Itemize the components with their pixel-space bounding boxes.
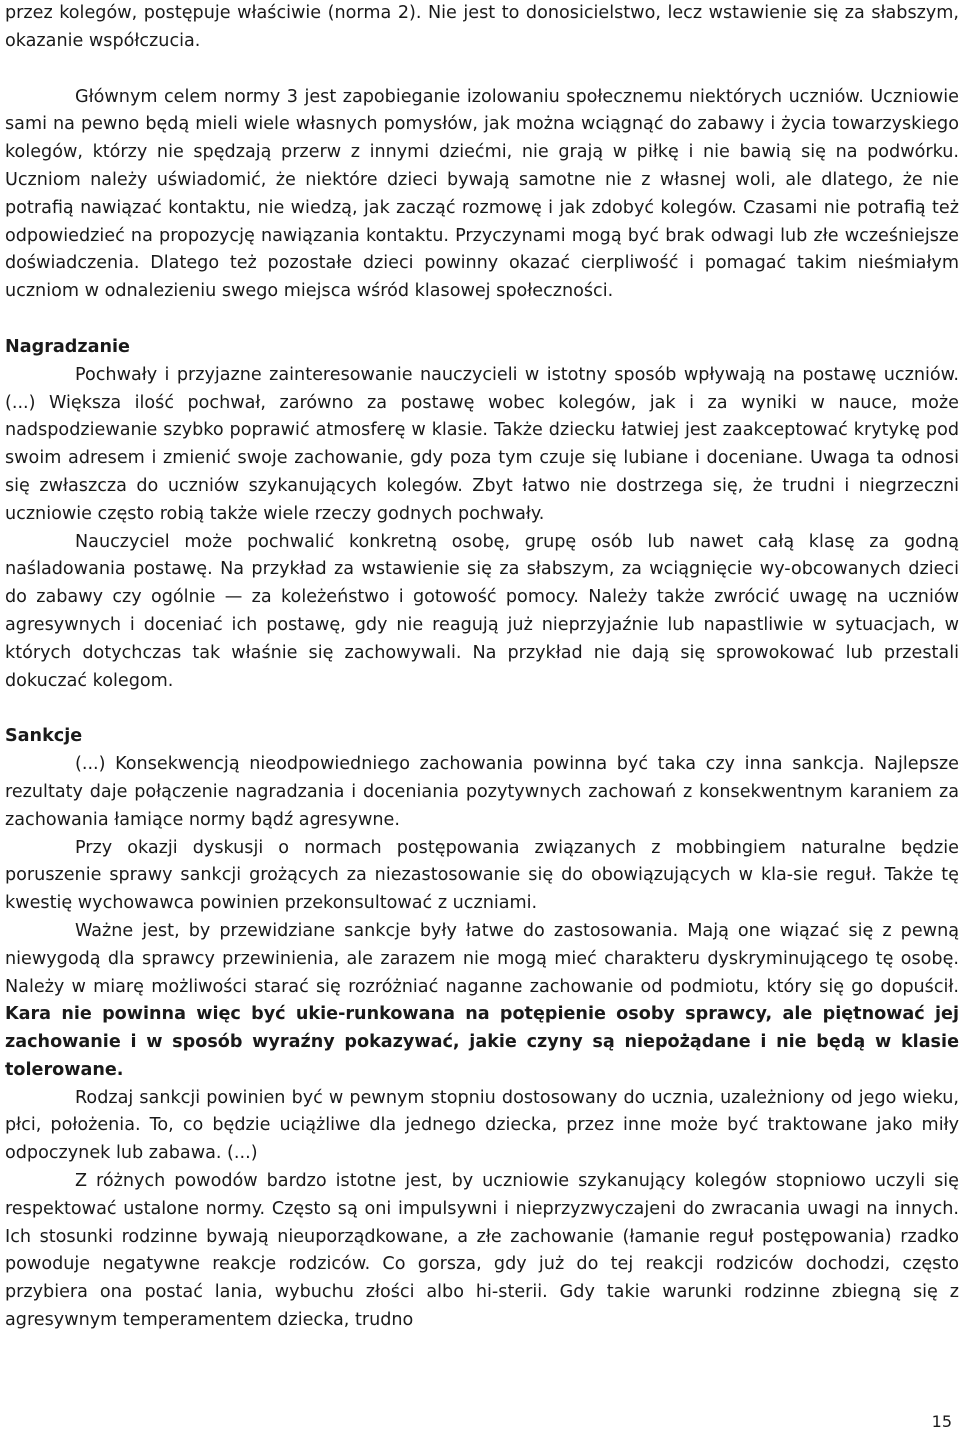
spacer bbox=[5, 695, 959, 723]
paragraph bbox=[5, 918, 959, 1085]
section-heading: Nagradzanie bbox=[5, 336, 130, 357]
paragraph-text: Ważne jest, by przewidziane sankcje były łatwe do zastosowania. Mają one wiązać się z pewną niewygodą dla sprawcy przewinienia, ale zarazem nie mogą mieć charakteru dyskryminującego tę osobę. Należy w miarę możliwości starać się rozróżniać naganne zachowanie od podmiotu, który się go dopuścił. bbox=[5, 920, 959, 997]
paragraph: Rodzaj sankcji powinien być w pewnym stopniu dostosowany do ucznia, uzależniony od jego wieku, płci, położenia. To, co będzie uciążliwe dla jednego dziecka, przez inne może być traktowane jako miły odpoczynek lub zabawa. (...) bbox=[5, 1087, 959, 1164]
paragraph: (...) Konsekwencją nieodpowiedniego zachowania powinna być taka czy inna sankcja. Najlepsze rezultaty daje połączenie nagradzania i doceniania pozytywnych zachowań z konsekwentnym karaniem za zachowania łamiące normy bądź agresywne. bbox=[5, 754, 959, 830]
paragraph: Nauczyciel może pochwalić konkretną osobę, grupę osób lub nawet całą klasę za godną naśladowania postawę. Na przykład za wstawienie się za słabszym, za wciągnięcie wy-obcowanych dzieci do zabawy czy ogólnie — za koleżeństwo i gotowość pomocy. Należy także zwrócić uwagę na uczniów agresywnych i doceniać ich postawę, gdy nie reagują już nieprzyjaźnie lub napastliwie w sytuacjach, w których dotychczas tak właśnie się zachowywali. Na przykład nie dają się sprowokować lub przestali dokuczać kolegom. bbox=[5, 531, 959, 691]
paragraph: przez kolegów, postępuje właściwie (norma 2). Nie jest to donosicielstwo, lecz wstawienie się za słabszym, okazanie współczucia. bbox=[5, 3, 959, 51]
page-number: 15 bbox=[931, 1412, 952, 1431]
paragraph: Z różnych powodów bardzo istotne jest, by uczniowie szykanujący kolegów stopniowo uczyli się respektować ustalone normy. Często są oni impulsywni i nieprzyzwyczajeni do zwracania uwagi na innych. Ich stosunki rodzinne bywają nieuporządkowane, a złe zachowanie (łamanie reguł postępowania) rzadko powoduje negatywne reakcje rodziców. Co gorsza, gdy już do tej reakcji rodziców dochodzi, często przybiera ona postać lania, wybuchu złości albo hi-sterii. Gdy takie warunki rodzinne zbiegną się z agresywnym temperamentem dziecka, trudno bbox=[5, 1171, 959, 1331]
paragraph: Przy okazji dyskusji o normach postępowania związanych z mobbingiem naturalne będzie poruszenie sprawy sankcji grożących za niezastosowanie się do obowiązujących w kla-sie reguł. Także tę kwestię wychowawca powinien przekonsultować z uczniami. bbox=[5, 837, 959, 914]
spacer bbox=[5, 56, 959, 84]
bold-emphasis: Kara nie powinna więc być ukie-runkowana na potępienie osoby sprawcy, ale piętnować jej zachowanie i w sposób wyraźny pokazywać, jakie czyny są niepożądane i nie będą w klasie tolerowane. bbox=[5, 1004, 959, 1080]
paragraph: Pochwały i przyjazne zainteresowanie nauczycieli w istotny sposób wpływają na postawę uczniów. (...) Większa ilość pochwał, zarówno za postawę wobec kolegów, jak i za wyniki w nauce, może nadspodziewanie szybko poprawić atmosferę w klasie. Także dziecku łatwiej jest zaakceptować krytykę pod swoim adresem i zmienić swoje zachowanie, gdy poza tym czuje się lubiane i doceniane. Uwaga ta odnosi się zwłaszcza do uczniów szykanujących kolegów. Zbyt łatwo nie dostrzega się, że trudni i niegrzeczni uczniowie często robią także wiele rzeczy godnych pochwały. bbox=[5, 364, 959, 524]
document-page bbox=[5, 0, 959, 1335]
section-heading: Sankcje bbox=[5, 726, 83, 747]
paragraph: Głównym celem normy 3 jest zapobieganie izolowaniu społecznemu niektórych uczniów. Uczniowie sami na pewno będą mieli wiele własnych pomysłów, jak można wciągnąć do zabawy i życia towarzyskiego kolegów, którzy nie spędzają przerw z innymi dziećmi, nie grają w piłkę i nie bawią się na podwórku. Uczniom należy uświadomić, że niektóre dzieci bywają samotne nie z własnej woli, ale dlatego, że nie potrafią nawiązać kontaktu, nie wiedzą, jak zacząć rozmowę i jak zdobyć kolegów. Czasami nie potrafią też odpowiedzieć na propozycję nawiązania kontaktu. Przyczynami mogą być brak odwagi lub złe wcześniejsze doświadczenia. Dlatego też pozostałe dzieci powinny okazać cierpliwość i pomagać takim nieśmiałym uczniom w odnalezieniu swego miejsca wśród klasowej społeczności. bbox=[5, 86, 959, 302]
spacer bbox=[5, 306, 959, 334]
